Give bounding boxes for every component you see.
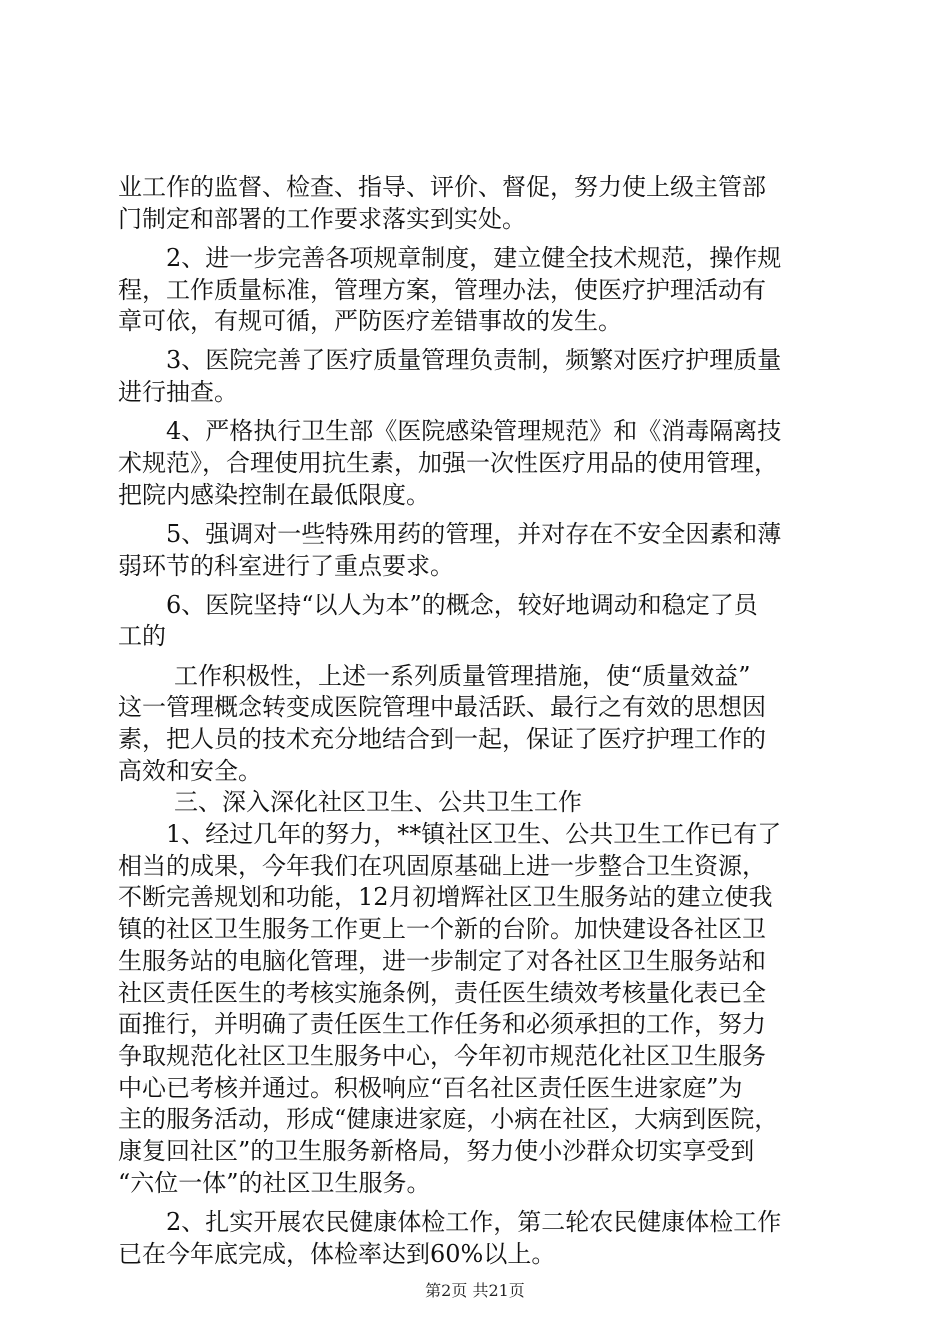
text-line: 面推行，并明确了责任医生工作任务和必须承担的工作，努力 [118,1010,766,1039]
text-line: 程，工作质量标准，管理方案，管理办法，使医疗护理活动有 [118,275,766,304]
paragraph-start: 2、进一步完善各项规章制度，建立健全技术规范，操作规 [166,243,782,272]
text-line: 主的服务活动，形成“健康进家庭，小病在社区，大病到医院， [118,1105,779,1134]
text-line: 这一管理概念转变成医院管理中最活跃、最行之有效的思想因 [118,693,766,722]
text-line: 业工作的监督、检查、指导、评价、督促，努力使上级主管部 [118,173,766,201]
text-line: 争取规范化社区卫生服务中心，今年初市规范化社区卫生服务 [118,1041,766,1070]
text-line: 章可依，有规可循，严防医疗差错事故的发生。 [118,307,622,336]
text-line: 不断完善规划和功能，12月初增辉社区卫生服务站的建立使我 [118,883,773,912]
text-line: 镇的社区卫生服务工作更上一个新的台阶。加快建设各社区卫 [118,915,766,944]
text-line: “六位一体”的社区卫生服务。 [118,1168,431,1197]
paragraph-start: 工作积极性，上述一系列质量管理措施，使“质量效益” [174,661,751,690]
paragraph-start: 4、严格执行卫生部《医院感染管理规范》和《消毒隔离技 [166,417,782,446]
paragraph-start: 3、医院完善了医疗质量管理负责制，频繁对医疗护理质量 [166,346,782,375]
paragraph-start: 5、强调对一些特殊用药的管理，并对存在不安全因素和薄 [166,519,782,548]
text-line: 高效和安全。 [118,756,262,785]
text-line: 术规范》，合理使用抗生素，加强一次性医疗用品的使用管理， [118,449,778,477]
text-line: 进行抽查。 [118,378,238,407]
text-line: 社区责任医生的考核实施条例，责任医生绩效考核量化表已全 [118,978,766,1007]
text-line: 已在今年底完成，体检率达到60%以上。 [118,1239,556,1268]
text-line: 弱环节的科室进行了重点要求。 [118,551,454,580]
text-line: 中心已考核并通过。积极响应“百名社区责任医生进家庭”为 [118,1073,743,1102]
text-line: 康复回社区”的卫生服务新格局，努力使小沙群众切实享受到 [118,1136,755,1165]
text-line: 门制定和部署的工作要求落实到实处。 [118,204,526,233]
text-line: 素，把人员的技术充分地结合到一起，保证了医疗护理工作的 [118,725,766,753]
document-body [118,172,838,1270]
text-line: 生服务站的电脑化管理，进一步制定了对各社区卫生服务站和 [118,946,766,975]
section-heading: 三、深入深化社区卫生、公共卫生工作 [174,788,582,817]
text-line: 把院内感染控制在最低限度。 [118,480,430,509]
page-footer: 第2页 共21页 [425,1281,525,1300]
paragraph-start: 6、医院坚持“以人为本”的概念，较好地调动和稳定了员 [166,590,758,619]
text-line: 工的 [118,622,166,651]
text-line: 相当的成果，今年我们在巩固原基础上进一步整合卫生资源， [118,851,766,880]
paragraph-start: 2、扎实开展农民健康体检工作，第二轮农民健康体检工作 [166,1207,782,1236]
paragraph-start: 1、经过几年的努力，**镇社区卫生、公共卫生工作已有了 [166,820,782,849]
